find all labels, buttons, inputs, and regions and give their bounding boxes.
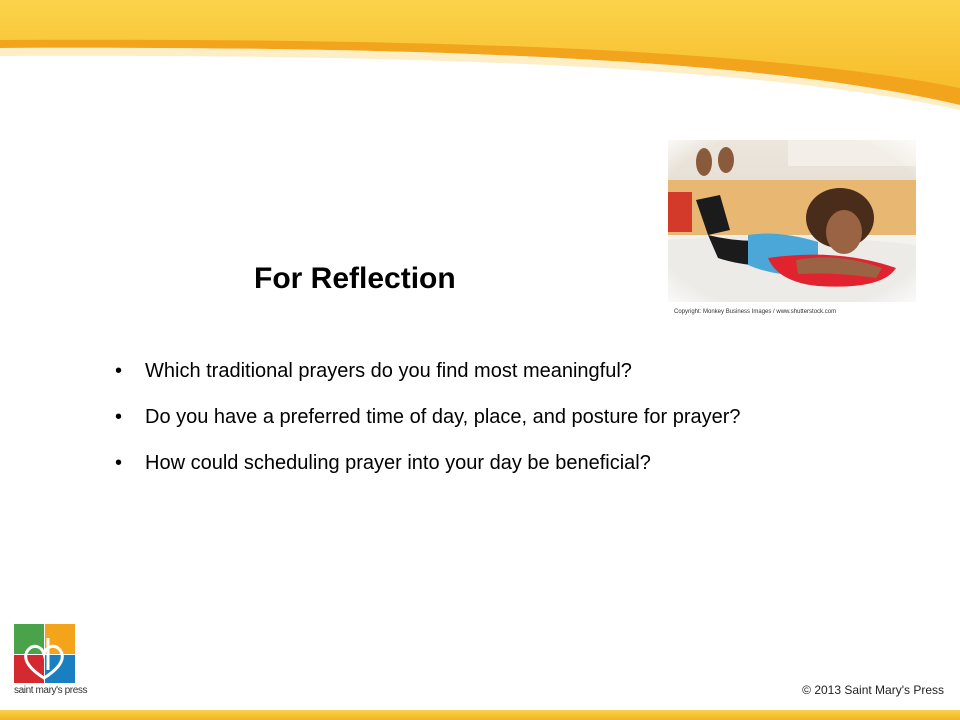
list-item [112,358,892,384]
reflection-photo [668,140,916,302]
logo-wordmark: saint mary's press [14,685,88,696]
list-item [112,450,892,476]
photo-credit: Copyright: Monkey Business Images / www.shutterstock.com [674,309,837,315]
reflection-questions-list [112,358,892,496]
woman-on-bed-illustration [668,140,916,302]
slide-title: For Reflection [254,262,456,295]
copyright-notice: © 2013 Saint Mary's Press [802,683,944,697]
bullet-icon: • [115,452,123,474]
question-text: Which traditional prayers do you find most meaningful? [145,360,632,382]
header-swoosh-band [0,0,960,110]
bullet-icon: • [115,360,123,382]
footer-band [0,710,960,720]
bullet-icon: • [115,406,123,428]
list-item [112,404,892,430]
question-text: How could scheduling prayer into your day be beneficial? [145,452,651,474]
question-text: Do you have a preferred time of day, place, and posture for prayer? [145,406,741,428]
